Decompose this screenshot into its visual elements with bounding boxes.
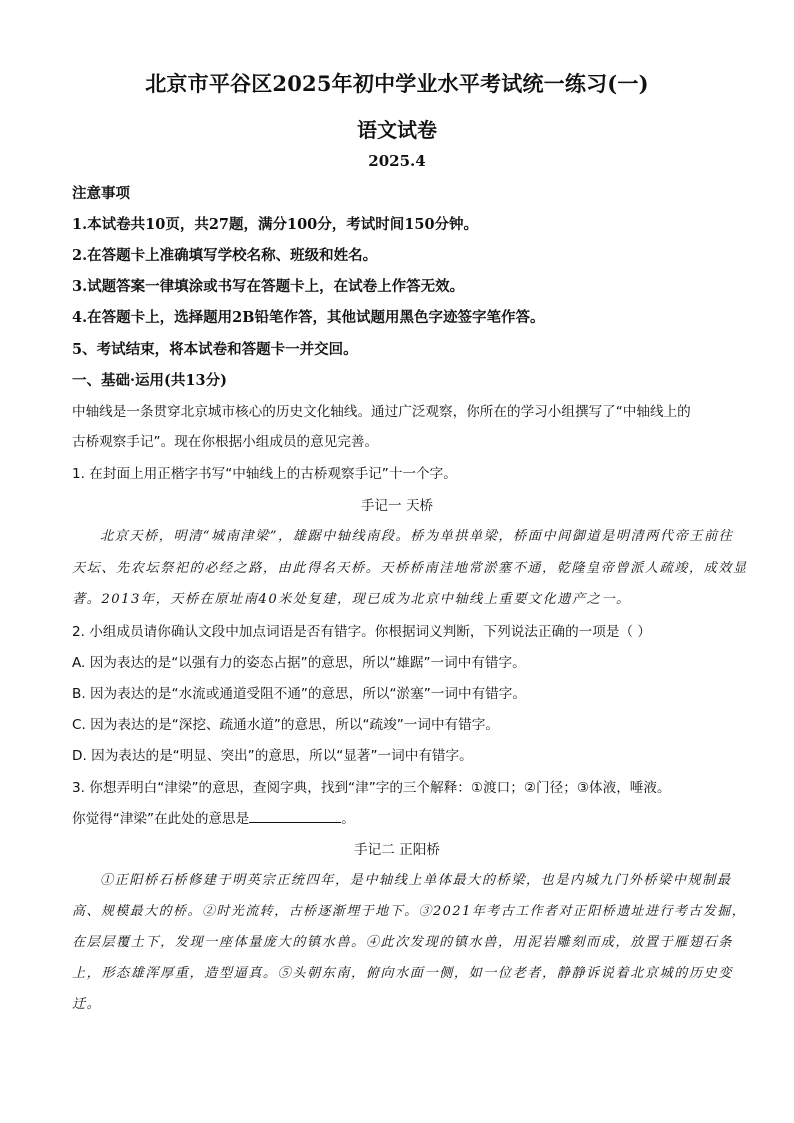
note-2-title: 手记二 正阳桥 [354, 842, 440, 858]
question-3-end: 。 [341, 811, 355, 827]
notice-item-2: 2.在答题卡上准确填写学校名称、班级和姓名。 [72, 247, 378, 264]
question-2-option-c: C. 因为表达的是“深挖、疏通水道”的意思，所以“疏竣”一词中有错字。 [72, 717, 499, 733]
question-2-option-d: D. 因为表达的是“明显、突出”的意思，所以“显著”一词中有错字。 [72, 748, 473, 764]
intro-line-2: 古桥观察手记”。现在你根据小组成员的意见完善。 [72, 434, 379, 450]
note-1-title: 手记一 天桥 [360, 498, 434, 514]
exam-subtitle: 语文试卷 [357, 118, 437, 142]
notice-item-3: 3.试题答案一律填涂或书写在答题卡上，在试卷上作答无效。 [72, 278, 465, 295]
intro-line-1: 中轴线是一条贯穿北京城市核心的历史文化轴线。通过广泛观察，你所在的学习小组撰写了“中轴线上的 [72, 404, 691, 420]
question-3-prompt: 你觉得“津梁”在此处的意思是 [72, 811, 250, 827]
notice-item-4: 4.在答题卡上，选择题用2B铅笔作答，其他试题用黑色字迹签字笔作答。 [72, 309, 545, 326]
exam-date: 2025.4 [368, 152, 426, 170]
question-1: 1. 在封面上用正楷字书写“中轴线上的古桥观察手记”十一个字。 [72, 466, 457, 482]
note-1-line-1: 北京天桥，明清“城南津梁”，雄踞中轴线南段。桥为单拱单梁，桥面中间御道是明清两代帝王前往 [100, 529, 734, 544]
note-2-line-1: ①正阳桥石桥修建于明英宗正统四年，是中轴线上单体最大的桥梁，也是内城九门外桥梁中规制最 [100, 873, 732, 888]
question-3-line-2 [72, 807, 355, 827]
note-1-line-3: 著。2013年，天桥在原址南40米处复建，现已成为北京中轴线上重要文化遗产之一。 [72, 592, 631, 607]
notice-item-5: 5、考试结束，将本试卷和答题卡一并交回。 [72, 341, 358, 358]
notice-item-1: 1.本试卷共10页，共27题，满分100分，考试时间150分钟。 [72, 216, 479, 233]
exam-title: 北京市平谷区2025年初中学业水平考试统一练习(一) [145, 71, 649, 96]
section-heading: 一、基础·运用(共13分) [72, 372, 227, 389]
question-2-option-a: A. 因为表达的是“以强有力的姿态占据”的意思，所以“雄踞”一词中有错字。 [72, 655, 526, 671]
answer-blank [249, 808, 341, 823]
note-2-line-3: 在层层覆土下，发现一座体量庞大的镇水兽。④此次发现的镇水兽，用泥岩雕刻而成，放置于雁翅石条 [72, 935, 733, 950]
note-2-line-4: 上，形态雄浑厚重，造型逼真。⑤头朝东南，俯向水面一侧，如一位老者，静静诉说着北京城的历史变 [72, 966, 733, 981]
note-2-line-5: 迁。 [72, 997, 102, 1012]
question-3-line-1: 3. 你想弄明白“津梁”的意思，查阅字典，找到“津”字的三个解释：①渡口；②门径；③体液，唾液。 [72, 780, 671, 796]
note-2-line-2: 高、规模最大的桥。②时光流转，古桥逐渐埋于地下。③2021年考古工作者对正阳桥遗址进行考古发掘， [72, 904, 747, 919]
note-1-line-2: 天坛、先农坛祭祀的必经之路，由此得名天桥。天桥桥南洼地常淤塞不通，乾隆皇帝曾派人疏竣，成效显 [72, 561, 748, 576]
notice-heading: 注意事项 [72, 185, 130, 202]
question-2-option-b: B. 因为表达的是“水流或通道受阻不通”的意思，所以“淤塞”一词中有错字。 [72, 686, 526, 702]
question-2-stem: 2. 小组成员请你确认文段中加点词语是否有错字。你根据词义判断，下列说法正确的一项是（ ） [72, 624, 651, 640]
